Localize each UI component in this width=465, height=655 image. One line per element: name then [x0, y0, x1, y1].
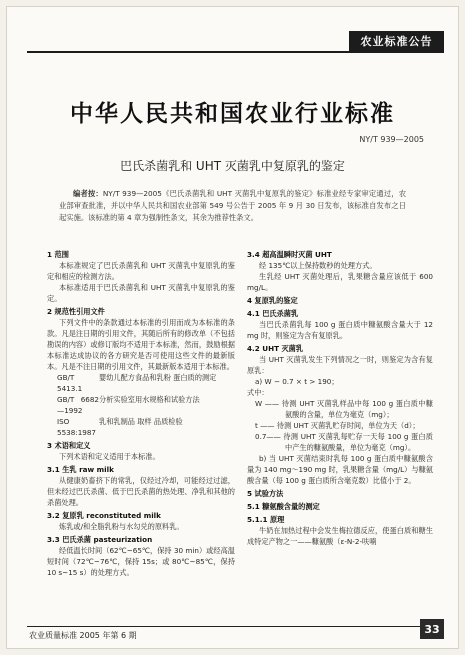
- document-subtitle: 巴氏杀菌乳和 UHT 灭菌乳中复原乳的鉴定: [120, 159, 345, 173]
- section-heading: 3 术语和定义: [47, 441, 91, 450]
- journal-issue: 农业质量标准 2005 年第 6 期: [29, 631, 137, 640]
- paragraph: 当巴氏杀菌乳每 100 g 蛋白质中糠氨酸含量大于 12 mg 时，则鉴定为含有复原乳。: [247, 320, 433, 340]
- section-heading: 3.3 巴氏杀菌 pasteurization: [47, 535, 153, 544]
- paragraph: 本标准适用于巴氏杀菌乳和 UHT 灭菌乳中复原乳的鉴定。: [47, 283, 235, 303]
- header-rule: [27, 51, 444, 53]
- section-heading: 5.1.1 原理: [247, 515, 285, 524]
- section-heading: 4.2 UHT 灭菌乳: [247, 344, 304, 353]
- paragraph: b) 当 UHT 灭菌结束时乳每 100 g 蛋白质中糠氨酸含量为 140 mg～190 mg 时，乳果糖含量（mg/L）与糠氨酸含量（每 100 g 蛋白质所含毫克数）比值小于 2。: [247, 454, 433, 485]
- section-tag: 农业标准公告: [349, 31, 444, 51]
- document-title: 中华人民共和国农业行业标准: [70, 100, 395, 127]
- editor-note: [59, 188, 406, 224]
- paragraph: 本标准规定了巴氏杀菌乳和 UHT 灭菌乳中复原乳的鉴定和相应的检测方法。: [47, 261, 235, 281]
- footer-rule: [27, 626, 444, 627]
- section-heading: 5 试验方法: [247, 489, 284, 498]
- section-heading: 3.1 生乳 raw milk: [47, 465, 114, 474]
- paragraph: 生乳经 UHT 灭菌处理后，乳果糖含量应该低于 600 mg/L。: [247, 272, 433, 292]
- reference-entry: [47, 416, 235, 438]
- reference-code: ISO 5538:1987: [57, 417, 97, 437]
- reference-title: 乳和乳制品 取样 品质检验: [99, 417, 183, 426]
- paragraph: 式中：: [247, 388, 269, 397]
- section-heading: 2 规范性引用文件: [47, 307, 105, 316]
- paragraph: 下列文件中的条款通过本标准的引用而成为本标准的条款。凡是注日期的引用文件，其随后所有的修改单（不包括勘误的内容）或修订版均不适用于本标准，然而，鼓励根据本标准达成协议的各方研究是否可使用这些文件的最新版本。凡是不注日期的引用文件，其最新版本适用于本标准。: [47, 318, 235, 371]
- paragraph: 下列术语和定义适用于本标准。: [59, 452, 160, 461]
- paragraph: 牛奶在加热过程中会发生梅拉德反应，使蛋白质和糖生成特定产物之一——糠氨酸（ε-N-2-呋喃: [247, 526, 433, 546]
- section-heading: 1 范围: [47, 250, 69, 259]
- left-column: [47, 247, 235, 578]
- right-column: [247, 247, 433, 547]
- reference-title: 婴幼儿配方食品和乳粉 蛋白质的测定: [99, 373, 217, 382]
- document-page: [6, 6, 459, 649]
- editor-note-label: 编者按：: [73, 189, 103, 198]
- paragraph: 从健康奶畜挤下的常乳，仅经过冷却，可能经过过滤，但未经过巴氏杀菌、低于巴氏杀菌的热处理、净乳和其他的杀菌处理。: [47, 476, 235, 507]
- section-heading: 4.1 巴氏杀菌乳: [247, 309, 299, 318]
- paragraph: 经 135℃以上保持数秒的处理方式。: [259, 261, 377, 270]
- paragraph: 0.7—— 待测 UHT 灭菌乳每贮存一天每 100 g 蛋白质中产生的糠氨酸量，单位为毫克（mg）。: [255, 432, 433, 452]
- section-heading: 3.4 超高温瞬时灭菌 UHT: [247, 250, 332, 259]
- paragraph: 炼乳或/和全脂乳粉与水勾兑的原料乳。: [59, 522, 184, 531]
- reference-entry: [47, 394, 235, 416]
- paragraph: a) W − 0.7 × t > 190；: [255, 377, 339, 386]
- section-heading: 3.2 复原乳 reconstituted milk: [47, 511, 161, 520]
- paragraph: t —— 待测 UHT 灭菌乳贮存时间，单位为天（d）；: [255, 421, 420, 430]
- standard-number: NY/T 939—2005: [359, 135, 424, 144]
- paragraph: W —— 待测 UHT 灭菌乳样品中每 100 g 蛋白质中糠氨酸的含量，单位为毫克（mg）；: [255, 399, 433, 419]
- paragraph: 当 UHT 灭菌乳发生下列情况之一时，则鉴定为含有复原乳：: [247, 355, 433, 375]
- reference-title: 分析实验室用水规格和试验方法: [99, 395, 200, 404]
- editor-note-text: NY/T 939—2005《巴氏杀菌乳和 UHT 灭菌乳中复原乳的鉴定》标准业经专家审定通过，农业部审查批准，并以中华人民共和国农业部第 549 号公告于 2005 年 9 月 30 日发布，该标准自发布之日起实施。该标准的第 4 章为强制性条文，其余为推荐性条文。: [59, 189, 406, 222]
- reference-entry: [47, 372, 235, 394]
- reference-code: GB/T 5413.1: [57, 373, 83, 393]
- page-number: 33: [420, 619, 444, 639]
- section-heading: 4 复原乳的鉴定: [247, 296, 298, 305]
- reference-code: GB/T 6682—1992: [57, 395, 99, 415]
- paragraph: 经低温长时间（62℃~65℃，保持 30 min）或经高温短时间（72℃~76℃，保持 15s；或 80℃~85℃，保持 10 s~15 s）的处理方式。: [47, 546, 235, 577]
- section-heading: 5.1 糠氨酸含量的测定: [247, 502, 320, 511]
